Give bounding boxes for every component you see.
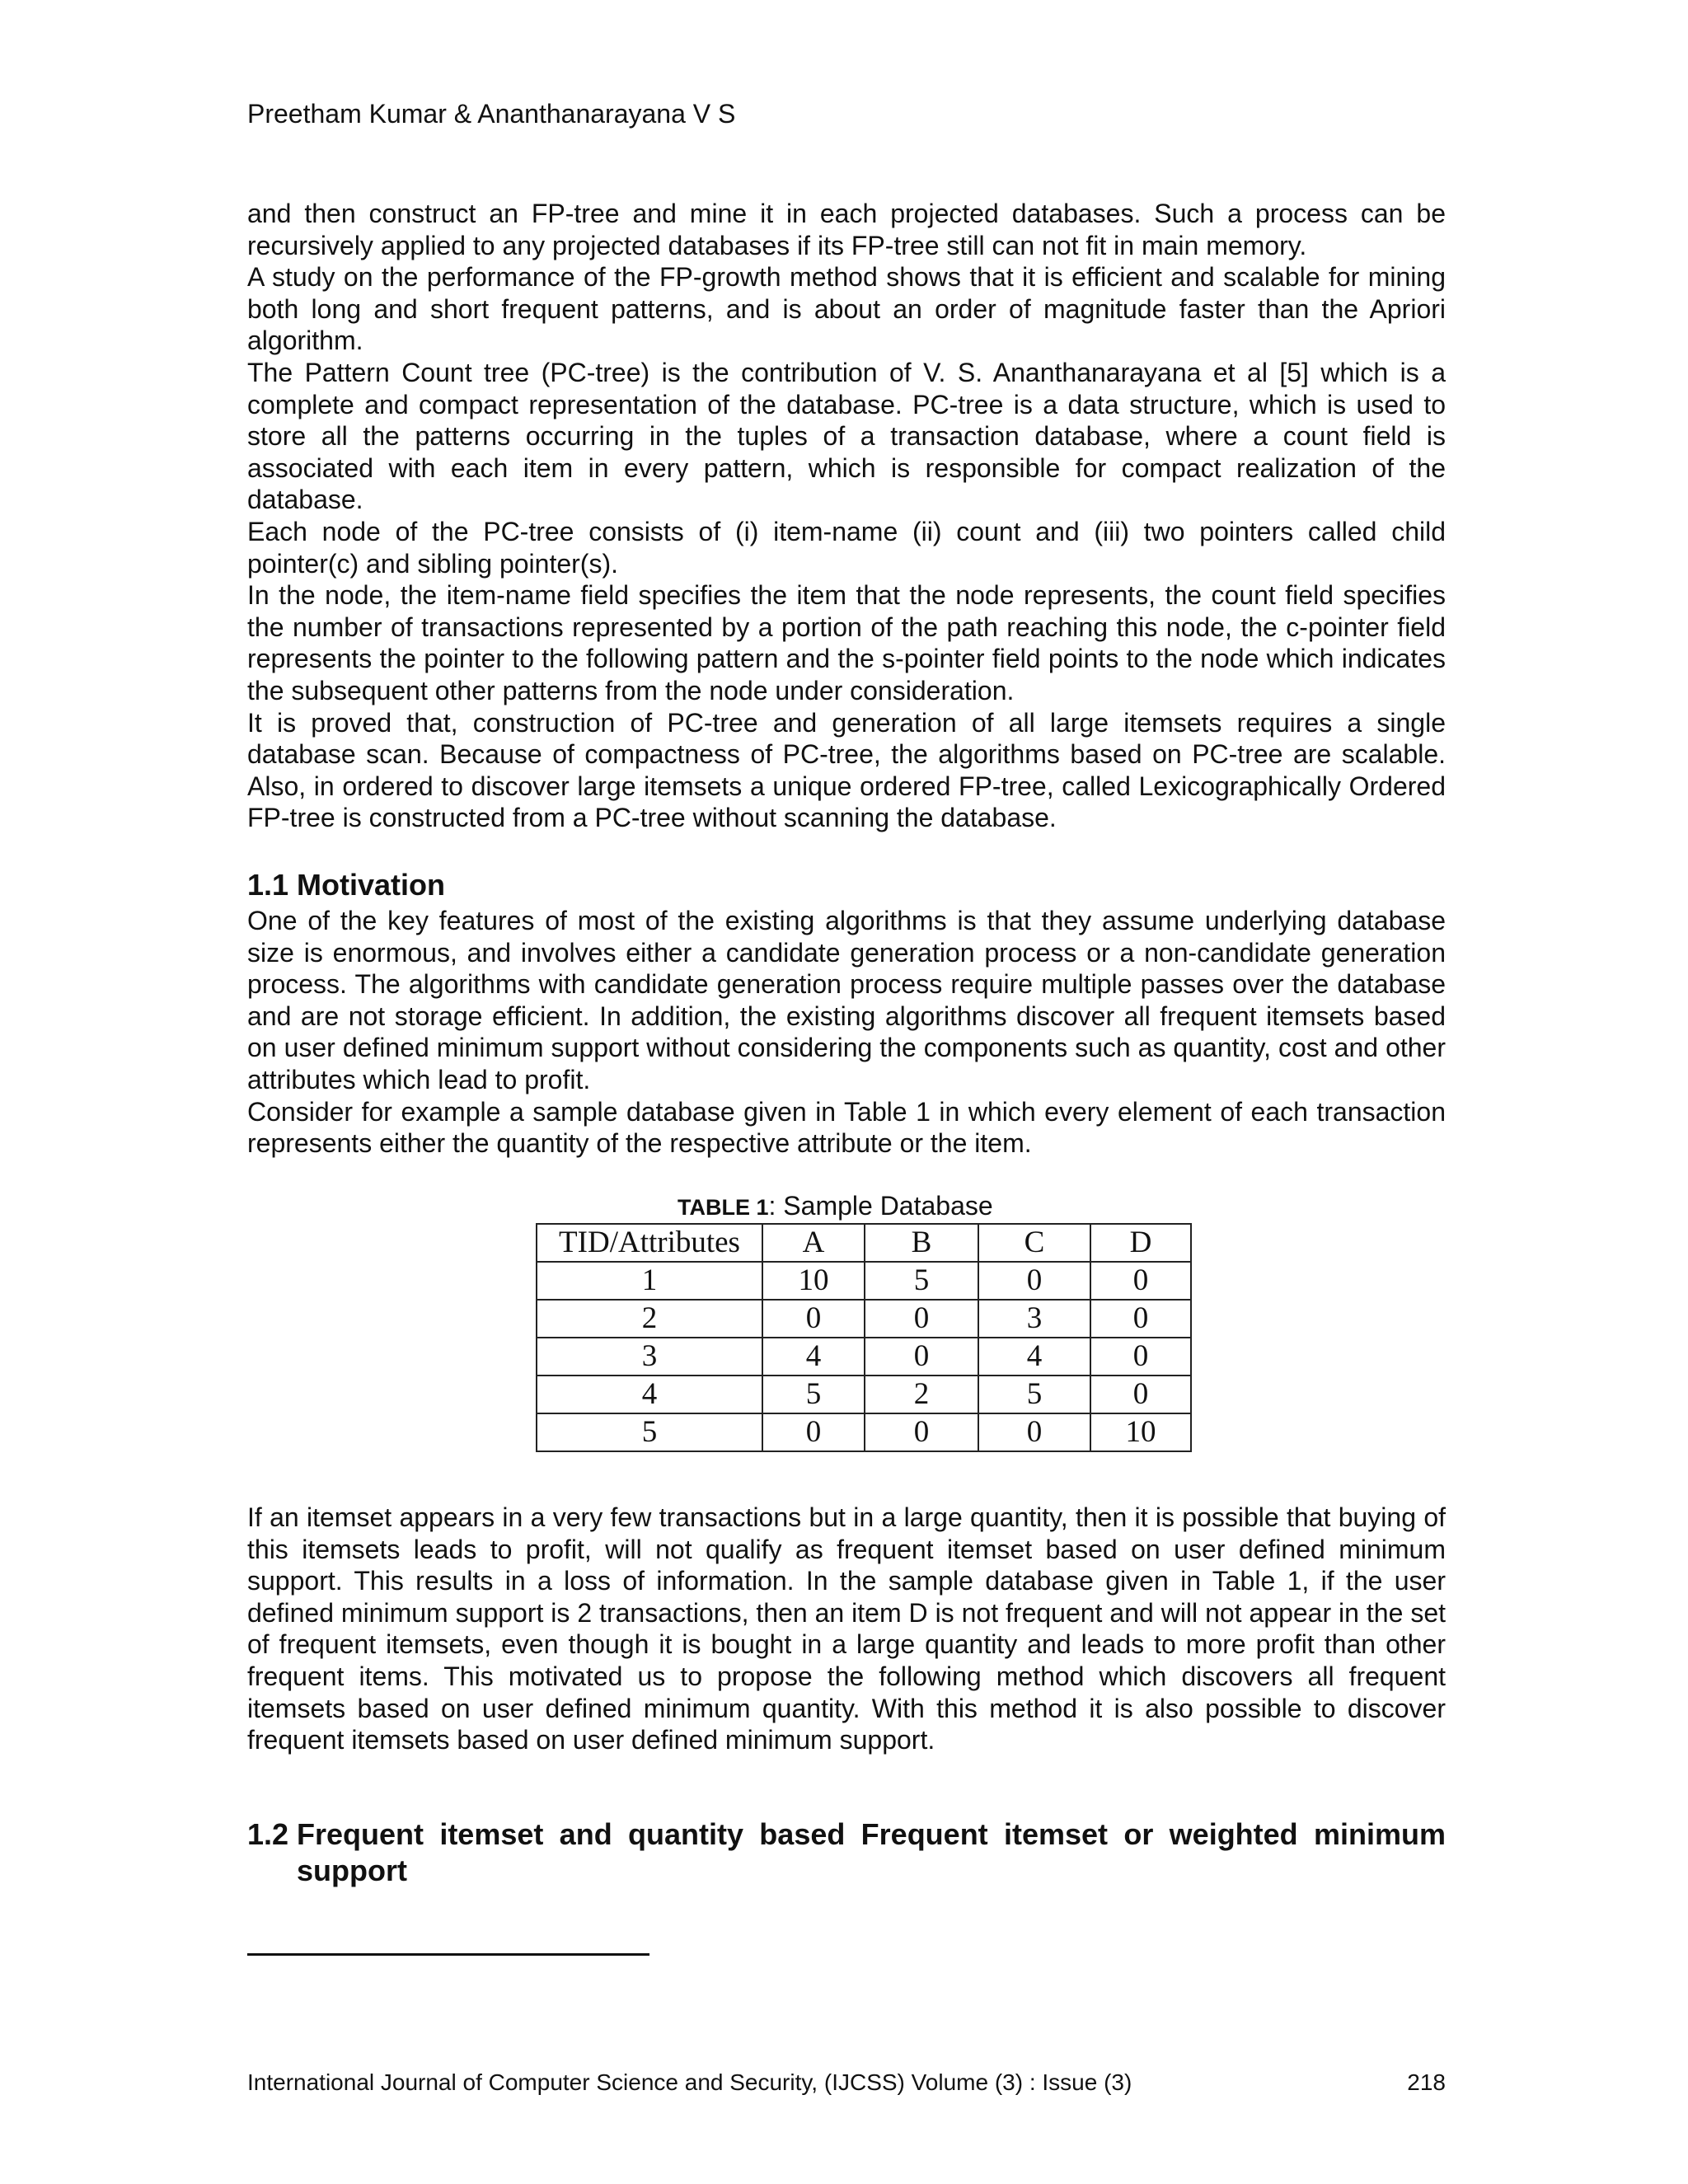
table-cell: 2 bbox=[865, 1376, 978, 1413]
table-cell: 4 bbox=[762, 1338, 865, 1376]
paragraph: If an itemset appears in a very few transactions but in a large quantity, then it is possible that buying of this itemsets leads to profit, will not qualify as frequent itemset based on user defined minimum support. This results in a loss of information. In the sample database given in Table 1, if the user defined minimum support is 2 transactions, then an item D is not frequent and will not appear in the set of frequent itemsets, even though it is bought in a large quantity and leads to more profit than other frequent items. This motivated us to propose the following method which discovers all frequent itemsets based on user defined minimum quantity. With this method it is also possible to discover frequent itemsets based on user defined minimum support. bbox=[247, 1502, 1446, 1755]
header-cell: TID/Attributes bbox=[537, 1224, 762, 1262]
section-number: 1.2 bbox=[247, 1817, 289, 1851]
table-cell: 0 bbox=[762, 1300, 865, 1338]
table-header-row bbox=[537, 1224, 1191, 1262]
page-number: 218 bbox=[1407, 2069, 1446, 2095]
table-cell: 5 bbox=[978, 1376, 1090, 1413]
table-cell: 4 bbox=[978, 1338, 1090, 1376]
table-cell: 0 bbox=[762, 1413, 865, 1451]
table-cell: 3 bbox=[978, 1300, 1090, 1338]
table-cell: 5 bbox=[762, 1376, 865, 1413]
paragraph: One of the key features of most of the existing algorithms is that they assume underlying database size is enormous, and involves either a candidate generation process or a non-candidate generation process. The algorithms with candidate generation process require multiple passes over the database and are not storage efficient. In addition, the existing algorithms discover all frequent itemsets based on user defined minimum support without considering the components such as quantity, cost and other attributes which lead to profit. bbox=[247, 906, 1446, 1094]
sample-database-table bbox=[536, 1223, 1192, 1452]
intro-text bbox=[247, 198, 1446, 834]
section-heading-frequent-itemset bbox=[247, 1816, 1446, 1889]
table-cell: 1 bbox=[537, 1262, 762, 1300]
header-cell: C bbox=[978, 1224, 1090, 1262]
table-row bbox=[537, 1338, 1191, 1376]
paragraph: A study on the performance of the FP-growth method shows that it is efficient and scalable for mining both long and short frequent patterns, and is about an order of magnitude faster than the Apriori algorithm. bbox=[247, 262, 1446, 356]
paragraph: Consider for example a sample database given in Table 1 in which every element of each transaction represents either the quantity of the respective attribute or the item. bbox=[247, 1096, 1446, 1159]
paragraph: Each node of the PC-tree consists of (i) item-name (ii) count and (iii) two pointers called child pointer(c) and sibling pointer(s). bbox=[247, 516, 1446, 579]
table-cell: 5 bbox=[537, 1413, 762, 1451]
paragraph: The Pattern Count tree (PC-tree) is the contribution of V. S. Ananthanarayana et al [5] which is a complete and compact representation of the database. PC-tree is a data structure, which is used to store all the patterns occurring in the tuples of a transaction database, where a count field is associated with each item in every pattern, which is responsible for compact realization of the database. bbox=[247, 357, 1446, 515]
paragraph: In the node, the item-name field specifies the item that the node represents, the count field specifies the number of transactions represented by a portion of the path reaching this node, the c-pointer field represents the pointer to the following pattern and the s-pointer field points to the node which indicates the subsequent other patterns from the node under consideration. bbox=[247, 580, 1446, 705]
table-cell: 2 bbox=[537, 1300, 762, 1338]
table-row bbox=[537, 1300, 1191, 1338]
table-caption-text: : Sample Database bbox=[768, 1191, 993, 1221]
table-label: TABLE 1 bbox=[678, 1195, 769, 1220]
table-cell: 10 bbox=[1090, 1413, 1191, 1451]
table-cell: 0 bbox=[1090, 1376, 1191, 1413]
table-cell: 3 bbox=[537, 1338, 762, 1376]
table-cell: 5 bbox=[865, 1262, 978, 1300]
table-cell: 0 bbox=[978, 1262, 1090, 1300]
table-row bbox=[537, 1413, 1191, 1451]
table-cell: 0 bbox=[865, 1338, 978, 1376]
motivation-text bbox=[247, 905, 1446, 1160]
paragraph: It is proved that, construction of PC-tree and generation of all large itemsets requires a single database scan. Because of compactness of PC-tree, the algorithms based on PC-tree are scalable. Also, in ordered to discover large itemsets a unique ordered FP-tree, called Lexicographically Ordered FP-tree is constructed from a PC-tree without scanning the database. bbox=[247, 707, 1446, 833]
header-cell: D bbox=[1090, 1224, 1191, 1262]
table-cell: 0 bbox=[1090, 1338, 1191, 1376]
table-row bbox=[537, 1376, 1191, 1413]
table-row bbox=[537, 1262, 1191, 1300]
paragraph: and then construct an FP-tree and mine it in each projected databases. Such a process can be recursively applied to any projected databases if its FP-tree still can not fit in main memory. bbox=[247, 199, 1446, 260]
table-cell: 0 bbox=[1090, 1262, 1191, 1300]
table-cell: 0 bbox=[865, 1300, 978, 1338]
section-heading-motivation: 1.1 Motivation bbox=[247, 868, 446, 902]
footnote-rule bbox=[247, 1953, 649, 1956]
after-table-text bbox=[247, 1502, 1446, 1756]
footer-journal-citation: International Journal of Computer Science and Security, (IJCSS) Volume (3) : Issue (3) bbox=[247, 2069, 1132, 2095]
table-cell: 4 bbox=[537, 1376, 762, 1413]
table-cell: 10 bbox=[762, 1262, 865, 1300]
table-cell: 0 bbox=[978, 1413, 1090, 1451]
table-caption bbox=[678, 1189, 993, 1224]
section-title: Frequent itemset and quantity based Frequent itemset or weighted minimum support bbox=[297, 1817, 1446, 1887]
table-cell: 0 bbox=[1090, 1300, 1191, 1338]
header-cell: B bbox=[865, 1224, 978, 1262]
running-header: Preetham Kumar & Ananthanarayana V S bbox=[247, 99, 736, 129]
table-cell: 0 bbox=[865, 1413, 978, 1451]
header-cell: A bbox=[762, 1224, 865, 1262]
